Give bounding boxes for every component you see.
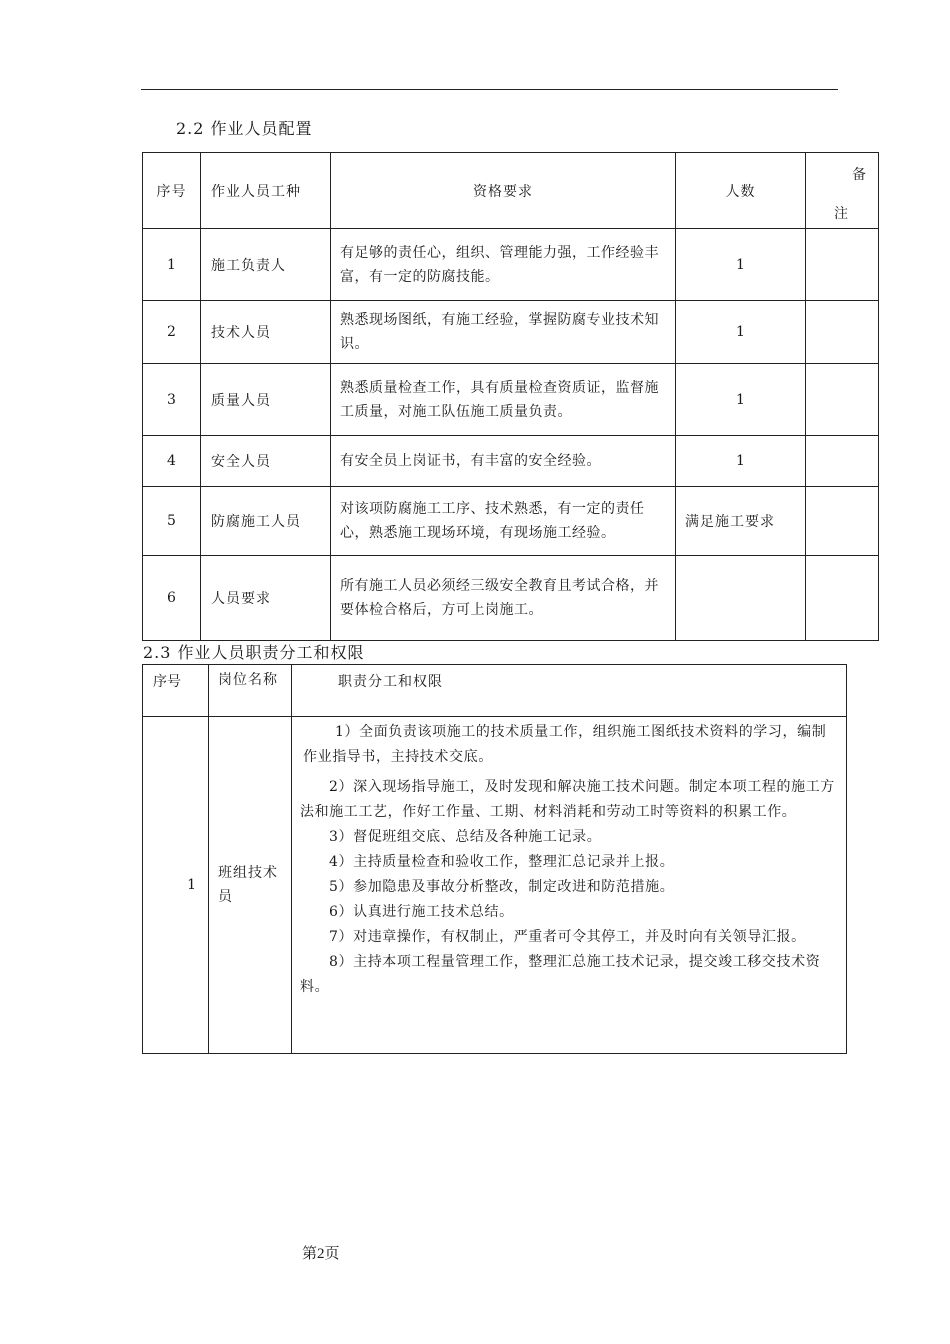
row-req: 对该项防腐施工工序、技术熟悉，有一定的责任心，熟悉施工现场环境，有现场施工经验。 [331, 487, 676, 556]
row-no: 1 [143, 717, 209, 1054]
row-no: 6 [143, 556, 201, 641]
header-remark [806, 153, 879, 229]
table-row [143, 717, 847, 1054]
row-remark [806, 436, 879, 487]
row-type: 人员要求 [201, 556, 331, 641]
row-remark [806, 364, 879, 436]
row-count: 1 [676, 229, 806, 301]
table-row [143, 556, 879, 641]
row-type: 防腐施工人员 [201, 487, 331, 556]
row-type: 施工负责人 [201, 229, 331, 301]
duty-item: 3）督促班组交底、总结及各种施工记录。 [329, 829, 602, 845]
header-req: 资格要求 [331, 153, 676, 229]
duty-item: 7）对违章操作，有权制止，严重者可令其停工，并及时向有关领导汇报。 [329, 929, 806, 945]
row-no: 2 [143, 301, 201, 364]
row-remark [806, 229, 879, 301]
row-req: 所有施工人员必须经三级安全教育且考试合格，并要体检合格后，方可上岗施工。 [331, 556, 676, 641]
row-no: 1 [143, 229, 201, 301]
table-row [143, 301, 879, 364]
section-title-2-2: 2.2 作业人员配置 [176, 119, 313, 138]
staff-config-table [142, 152, 879, 641]
row-count: 1 [676, 364, 806, 436]
row-req: 熟悉现场图纸，有施工经验，掌握防腐专业技术知识。 [331, 301, 676, 364]
duty-item: 6）认真进行施工技术总结。 [329, 904, 514, 920]
header-no: 序号 [143, 153, 201, 229]
table-row [143, 487, 879, 556]
header-type: 作业人员工种 [201, 153, 331, 229]
row-remark [806, 301, 879, 364]
duty-item: 8）主持本项工程量管理工作，整理汇总施工技术记录，提交竣工移交技术资料。 [300, 954, 821, 995]
header-rule [141, 89, 838, 90]
row-post: 班组技术员 [209, 717, 292, 1054]
header-remark-line2: 注 [834, 206, 849, 222]
duty-list [292, 717, 847, 1054]
row-count: 1 [676, 436, 806, 487]
duty-table [142, 664, 847, 1054]
section-title-2-3: 2.3 作业人员职责分工和权限 [143, 643, 365, 662]
row-req: 熟悉质量检查工作，具有质量检查资质证，监督施工质量，对施工队伍施工质量负责。 [331, 364, 676, 436]
row-no: 3 [143, 364, 201, 436]
row-req: 有安全员上岗证书，有丰富的安全经验。 [331, 436, 676, 487]
row-type: 技术人员 [201, 301, 331, 364]
header-remark-line1: 备 [852, 167, 867, 183]
row-req: 有足够的责任心，组织、管理能力强，工作经验丰富，有一定的防腐技能。 [331, 229, 676, 301]
duty-item: 1）全面负责该项施工的技术质量工作，组织施工图纸技术资料的学习，编制作业指导书，主持技术交底。 [303, 724, 827, 765]
row-type: 质量人员 [201, 364, 331, 436]
staff-table-header-row [143, 153, 879, 229]
duty-item: 2）深入现场指导施工，及时发现和解决施工技术问题。制定本项工程的施工方法和施工工艺，作好工作量、工期、材料消耗和劳动工时等资料的积累工作。 [300, 779, 835, 820]
duty-item: 4）主持质量检查和验收工作，整理汇总记录并上报。 [329, 854, 675, 870]
table-row [143, 436, 879, 487]
duty-item: 5）参加隐患及事故分析整改，制定改进和防范措施。 [329, 879, 675, 895]
row-count: 1 [676, 301, 806, 364]
header-count: 人数 [676, 153, 806, 229]
page-number: 第2页 [302, 1246, 340, 1262]
duty-table-header-row [143, 665, 847, 717]
row-no: 4 [143, 436, 201, 487]
row-count: 满足施工要求 [676, 487, 806, 556]
row-no: 5 [143, 487, 201, 556]
row-count [676, 556, 806, 641]
table-row [143, 229, 879, 301]
row-remark [806, 556, 879, 641]
table-row [143, 364, 879, 436]
row-remark [806, 487, 879, 556]
header-post: 岗位名称 [209, 665, 292, 717]
row-type: 安全人员 [201, 436, 331, 487]
header-duty: 职责分工和权限 [292, 665, 847, 717]
header-no: 序号 [143, 665, 209, 717]
